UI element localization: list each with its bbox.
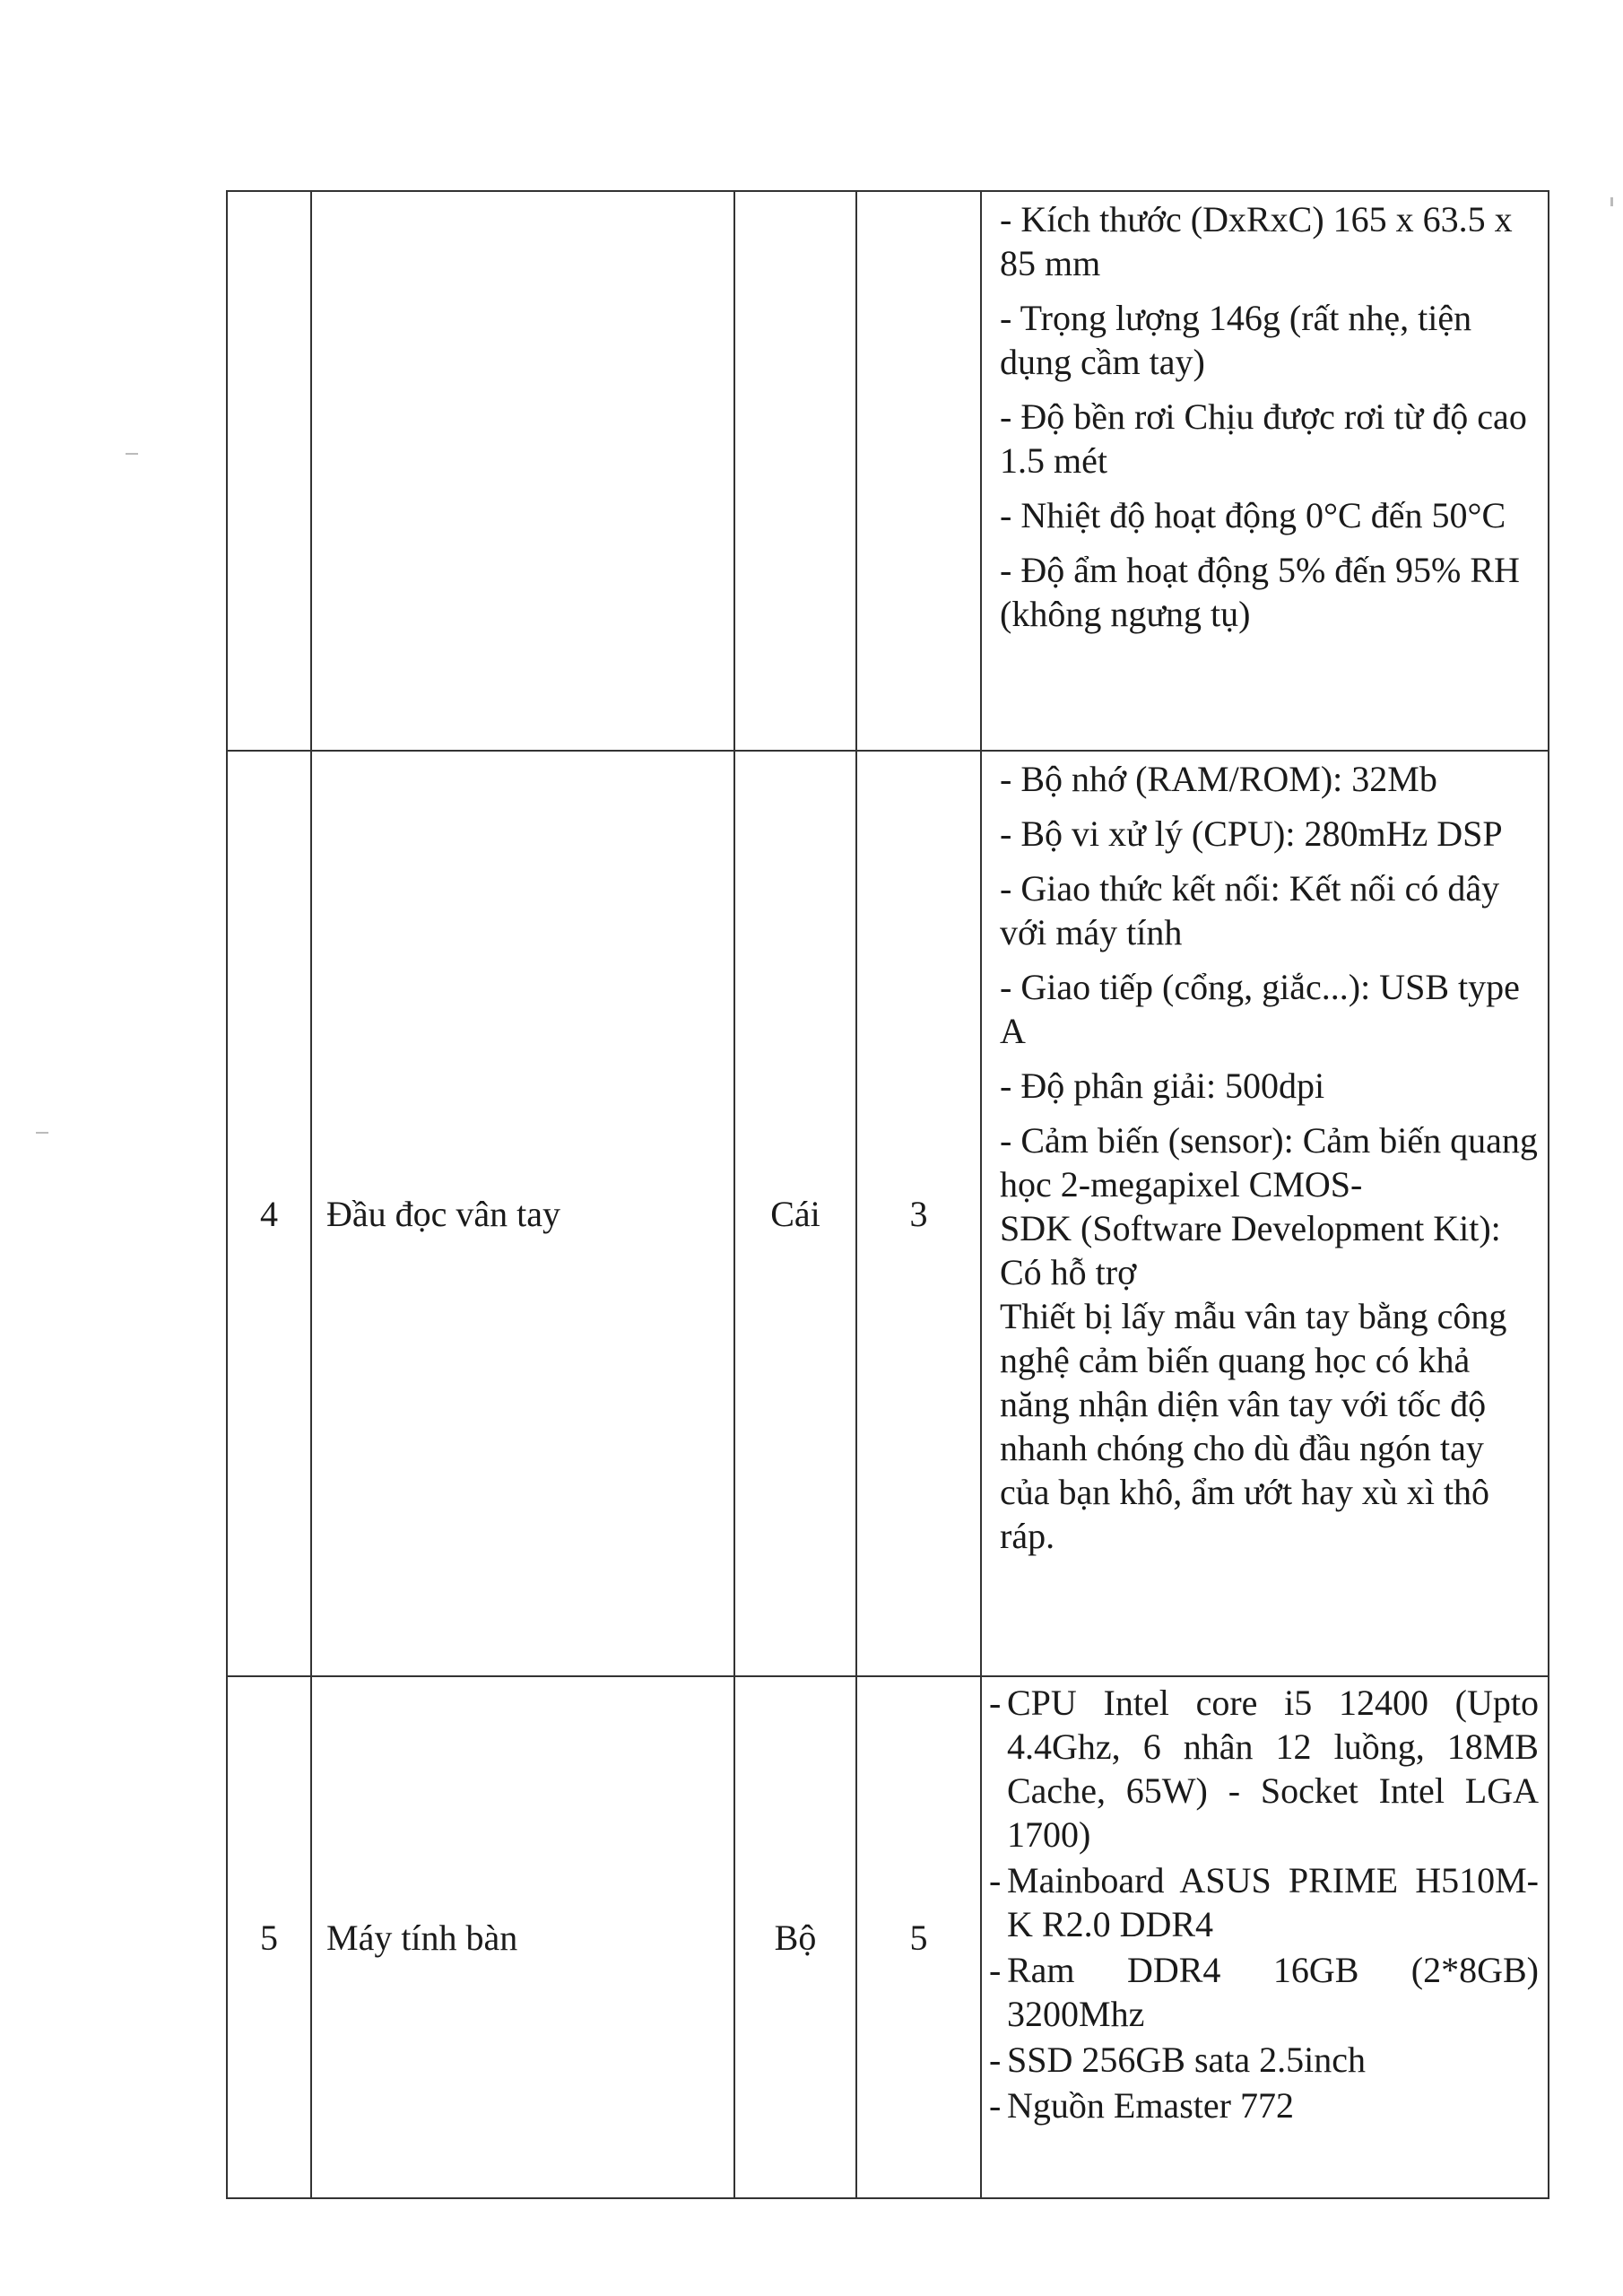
spec-line: - Bộ vi xử lý (CPU): 280mHz DSP: [1000, 813, 1503, 854]
item-name-cell: Máy tính bàn: [311, 1676, 734, 2198]
spec-line: SDK (Software Development Kit): Có hỗ trợ: [1000, 1208, 1501, 1292]
scan-speck: [1610, 197, 1613, 206]
spec-line: - Độ phân giải: 500dpi: [1000, 1065, 1325, 1106]
item-name-cell: Đầu đọc vân tay: [311, 751, 734, 1676]
spec-list: [989, 1677, 1539, 2127]
stt-cell: 5: [227, 1676, 311, 2198]
spec-line: - Kích thước (DxRxC) 165 x 63.5 x 85 mm: [1000, 199, 1513, 283]
spec-line: - Giao tiếp (cổng, giắc...): USB type A: [1000, 967, 1520, 1051]
scan-speck: [126, 453, 138, 455]
table-row: [227, 751, 1549, 1676]
equipment-spec-table: [226, 190, 1549, 2199]
table-row: [227, 1676, 1549, 2198]
spec-line: - Nhiệt độ hoạt động 0°C đến 50°C: [1000, 495, 1506, 535]
quantity-cell: 5: [856, 1676, 981, 2198]
spec-line: - Bộ nhớ (RAM/ROM): 32Mb: [1000, 759, 1437, 799]
spec-item: - SSD 256GB sata 2.5inch: [989, 2038, 1539, 2082]
spec-item: - Nguồn Emaster 772: [989, 2083, 1539, 2127]
spec-line: - Giao thức kết nối: Kết nối có dây với máy tính: [1000, 868, 1500, 952]
stt-cell: [227, 191, 311, 751]
unit-cell: [734, 191, 856, 751]
unit-cell: Cái: [734, 751, 856, 1676]
spec-line: - Trọng lượng 146g (rất nhẹ, tiện dụng cầm tay): [1000, 298, 1472, 382]
spec-line: - Độ bền rơi Chịu được rơi từ độ cao 1.5 mét: [1000, 396, 1527, 481]
table-row: [227, 191, 1549, 751]
spec-cell: [981, 751, 1549, 1676]
spec-item: - Ram DDR4 16GB (2*8GB) 3200Mhz: [989, 1948, 1539, 2036]
item-name-cell: [311, 191, 734, 751]
spec-line: - Độ ẩm hoạt động 5% đến 95% RH (không ngưng tụ): [1000, 550, 1520, 634]
spec-item: - Mainboard ASUS PRIME H510M-K R2.0 DDR4: [989, 1858, 1539, 1946]
quantity-cell: 3: [856, 751, 981, 1676]
scan-speck: [36, 1132, 48, 1134]
spec-line: - Cảm biến (sensor): Cảm biến quang học 2-megapixel CMOS-: [1000, 1120, 1538, 1205]
spec-cell: [981, 1676, 1549, 2198]
unit-cell: Bộ: [734, 1676, 856, 2198]
spec-cell: [981, 191, 1549, 751]
spec-item: - CPU Intel core i5 12400 (Upto 4.4Ghz, 6 nhân 12 luồng, 18MB Cache, 65W) - Socket Intel LGA 1700): [989, 1681, 1539, 1857]
spec-line: Thiết bị lấy mẫu vân tay bằng công nghệ cảm biến quang học có khả năng nhận diện vân tay với tốc độ nhanh chóng cho dù đầu ngón tay của bạn khô, ẩm ướt hay xù xì thô ráp.: [1000, 1296, 1507, 1556]
stt-cell: 4: [227, 751, 311, 1676]
quantity-cell: [856, 191, 981, 751]
